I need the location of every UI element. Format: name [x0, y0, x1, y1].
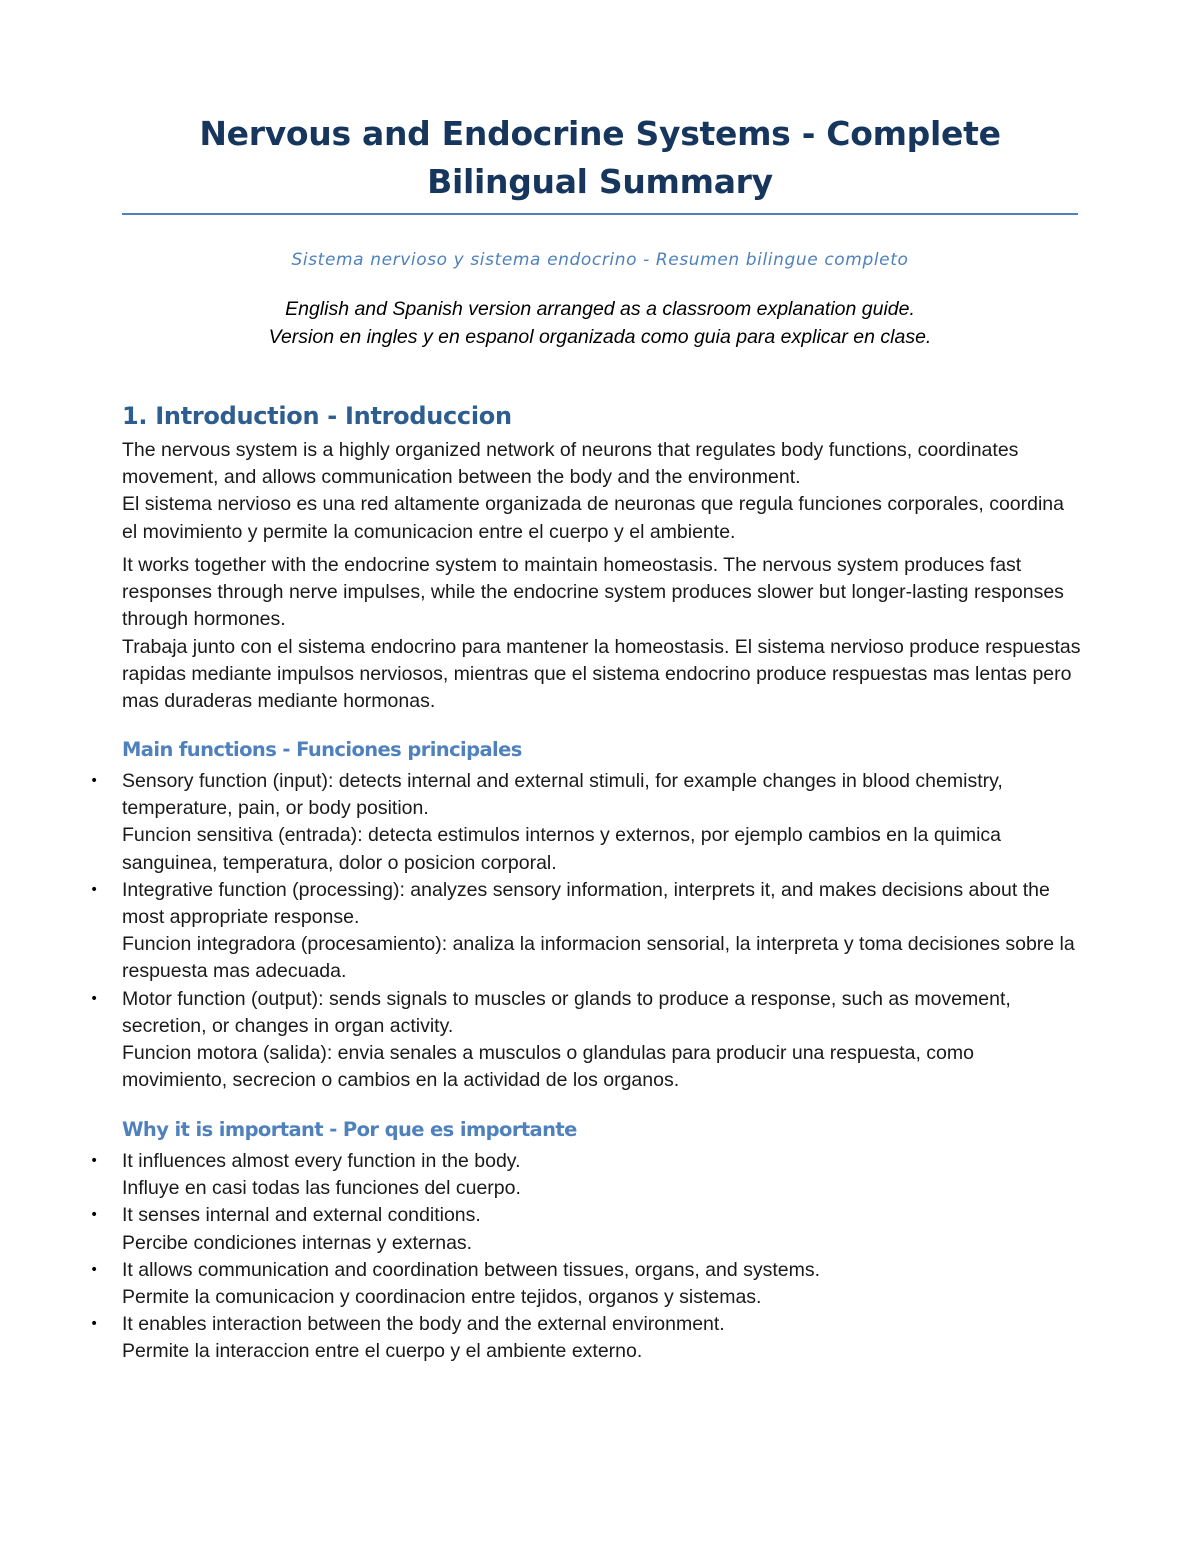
list-item — [90, 1311, 1082, 1365]
list-item-english: It enables interaction between the body and the external environment. — [122, 1313, 725, 1336]
list-item-spanish: Permite la comunicacion y coordinacion entre tejidos, organos y sistemas. — [122, 1286, 762, 1309]
bullet-icon: • — [90, 773, 99, 789]
bullet-icon: • — [90, 990, 99, 1007]
importance-list — [90, 1148, 1082, 1366]
bullet-icon: • — [90, 1207, 99, 1224]
document-subtitle: Sistema nervioso y sistema endocrino - Resumen bilingue completo — [291, 250, 909, 270]
list-item — [90, 1257, 1082, 1311]
bullet-icon: • — [90, 1316, 99, 1333]
section-heading-introduction: 1. Introduction - Introduccion — [122, 402, 512, 430]
bullet-icon: • — [90, 1261, 99, 1278]
list-item-english: Sensory function (input): detects internal and external stimuli, for example changes in blood chemistry, temperature, pain, or body position. — [122, 770, 1003, 820]
intro-paragraph-2-english: It works together with the endocrine system to maintain homeostasis. The nervous system produces fast responses through nerve impulses, while the endocrine system produces slower but longer-lasting responses through hormones. — [122, 554, 1064, 631]
list-item-english: Motor function (output): sends signals to muscles or glands to produce a response, such as movement, secretion, or changes in organ activity. — [122, 987, 1011, 1037]
list-item-spanish: Influye en casi todas las funciones del cuerpo. — [122, 1177, 521, 1200]
bullet-icon: • — [90, 1153, 99, 1169]
main-functions-list — [90, 768, 1082, 1094]
list-item-english: It influences almost every function in the body. — [122, 1150, 521, 1172]
bullet-icon: • — [90, 881, 99, 898]
list-item-spanish: Percibe condiciones internas y externas. — [122, 1231, 473, 1254]
intro-paragraph-1 — [122, 437, 1082, 546]
document-title: Nervous and Endocrine Systems - Complete Bilingual Summary — [199, 114, 1001, 201]
intro-paragraph-1-english: The nervous system is a highly organized network of neurons that regulates body functions, coordinates movement, and allows communication between the body and the environment. — [122, 439, 1019, 489]
subheading-importance: Why it is important - Por que es importante — [122, 1118, 577, 1141]
list-item-english: It allows communication and coordination between tissues, organs, and systems. — [122, 1258, 821, 1281]
list-item — [90, 1202, 1082, 1256]
list-item — [90, 986, 1082, 1095]
list-item — [90, 1148, 1082, 1202]
list-item — [90, 877, 1082, 986]
intro-note-spanish: Version en ingles y en espanol organizada como guia para explicar en clase. — [268, 326, 932, 348]
intro-note-english: English and Spanish version arranged as a classroom explanation guide. — [285, 298, 915, 320]
list-item — [90, 768, 1082, 877]
intro-paragraph-2 — [122, 552, 1082, 715]
intro-paragraph-1-spanish: El sistema nervioso es una red altamente organizada de neuronas que regula funciones corporales, coordina el movimiento y permite la comunicacion entre el cuerpo y el ambiente. — [122, 493, 1064, 543]
list-item-english: Integrative function (processing): analyzes sensory information, interprets it, and makes decisions about the most appropriate response. — [122, 878, 1050, 929]
list-item-english: It senses internal and external conditions. — [122, 1204, 481, 1227]
title-underline — [122, 213, 1078, 215]
subheading-main-functions: Main functions - Funciones principales — [122, 738, 522, 761]
list-item-spanish: Permite la interaccion entre el cuerpo y el ambiente externo. — [122, 1340, 643, 1363]
list-item-spanish: Funcion motora (salida): envia senales a musculos o glandulas para producir una respuesta, como movimiento, secrecion o cambios en la actividad de los organos. — [122, 1042, 974, 1092]
intro-paragraph-2-spanish: Trabaja junto con el sistema endocrino para mantener la homeostasis. El sistema nervioso produce respuestas rapidas mediante impulsos nerviosos, mientras que el sistema endocrino produce respuestas mas lentas pero mas duraderas mediante hormonas. — [122, 635, 1081, 713]
list-item-spanish: Funcion integradora (procesamiento): analiza la informacion sensorial, la interpreta y toma decisiones sobre la respuesta mas adecuada. — [122, 933, 1075, 983]
list-item-spanish: Funcion sensitiva (entrada): detecta estimulos internos y externos, por ejemplo cambios en la quimica sanguinea, temperatura, dolor o posicion corporal. — [122, 824, 1002, 874]
intro-note — [122, 295, 1078, 351]
